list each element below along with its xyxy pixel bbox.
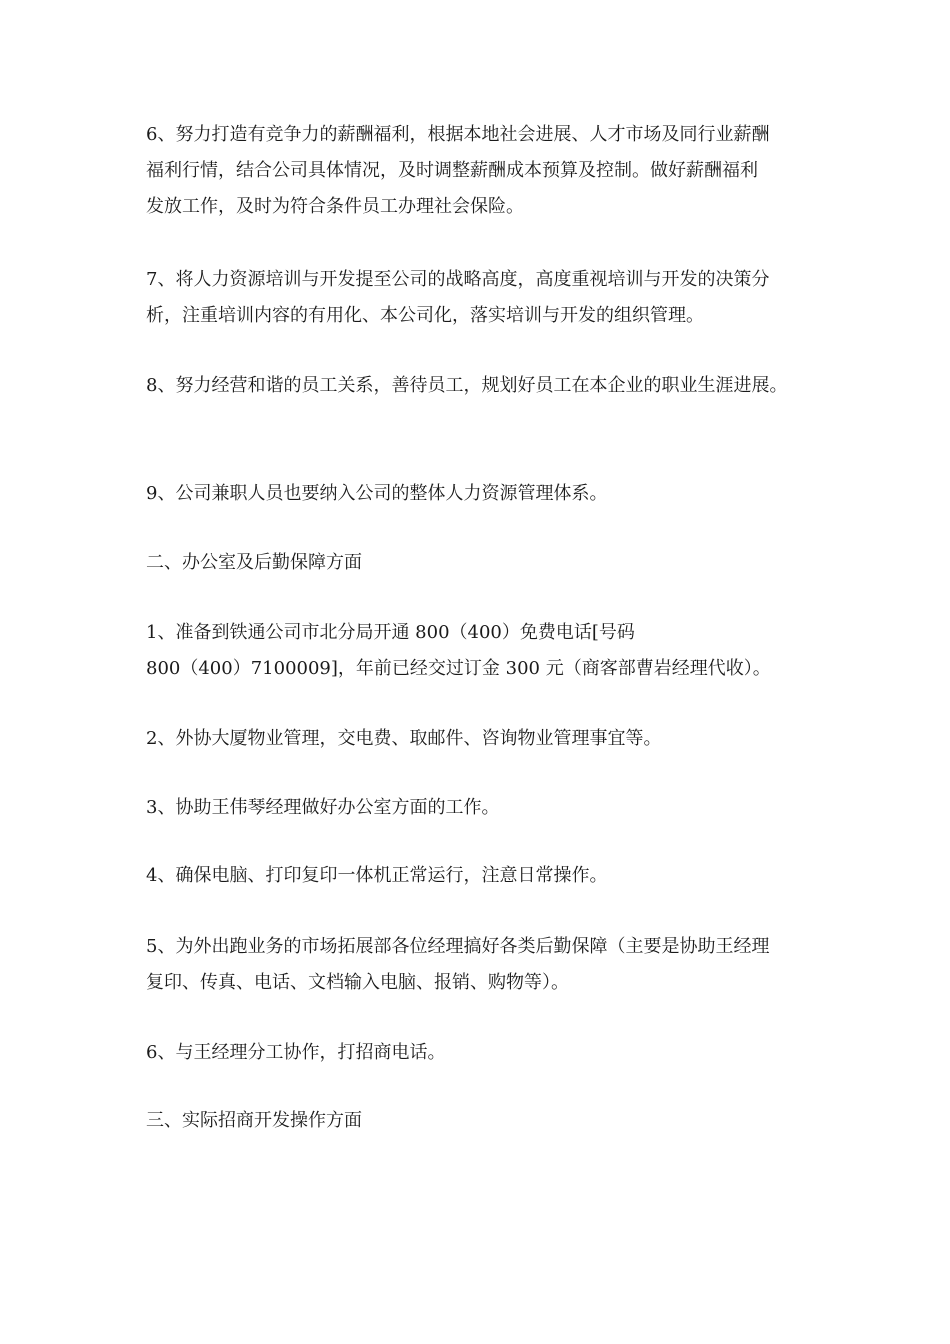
text-line: 3、协助王伟琴经理做好办公室方面的工作。 [146,797,500,818]
text-line: 复印、传真、电话、文档输入电脑、报销、购物等）。 [146,972,569,993]
text-line: 福利行情，结合公司具体情况，及时调整薪酬成本预算及控制。做好薪酬福利 [146,160,758,181]
text-line: 2、外协大厦物业管理，交电费、取邮件、咨询物业管理事宜等。 [146,728,662,749]
section-heading-office [146,545,826,581]
heading-text: 二、办公室及后勤保障方面 [146,552,362,573]
paragraph-office-2 [146,721,826,757]
text-line: 6、与王经理分工协作，打招商电话。 [146,1042,446,1063]
paragraph-office-6 [146,1035,826,1071]
paragraph-office-5 [146,929,826,1001]
paragraph-office-4 [146,858,826,894]
text-line: 4、确保电脑、打印复印一体机正常运行，注意日常操作。 [146,865,608,886]
paragraph-hr-6 [146,117,826,225]
text-line: 7、将人力资源培训与开发提至公司的战略高度，高度重视培训与开发的决策分 [146,269,770,290]
paragraph-office-1 [146,615,826,687]
text-line: 析，注重培训内容的有用化、本公司化，落实培训与开发的组织管理。 [146,305,704,326]
text-line: 5、为外出跑业务的市场拓展部各位经理搞好各类后勤保障（主要是协助王经理 [146,936,770,957]
text-line: 6、努力打造有竞争力的薪酬福利，根据本地社会进展、人才市场及同行业薪酬 [146,124,770,145]
paragraph-hr-7 [146,262,826,334]
text-line: 1、准备到铁通公司市北分局开通 800（400）免费电话[号码 [146,622,635,643]
text-line: 800（400）7100009]，年前已经交过订金 300 元（商客部曹岩经理代收）。 [146,658,771,679]
heading-text: 三、实际招商开发操作方面 [146,1110,362,1131]
section-heading-investment [146,1103,826,1139]
paragraph-hr-9 [146,476,826,512]
text-line: 8、努力经营和谐的员工关系，善待员工，规划好员工在本企业的职业生涯进展。 [146,375,788,396]
paragraph-hr-8 [146,368,826,404]
text-line: 发放工作，及时为符合条件员工办理社会保险。 [146,196,524,217]
text-line: 9、公司兼职人员也要纳入公司的整体人力资源管理体系。 [146,483,608,504]
paragraph-office-3 [146,790,826,826]
